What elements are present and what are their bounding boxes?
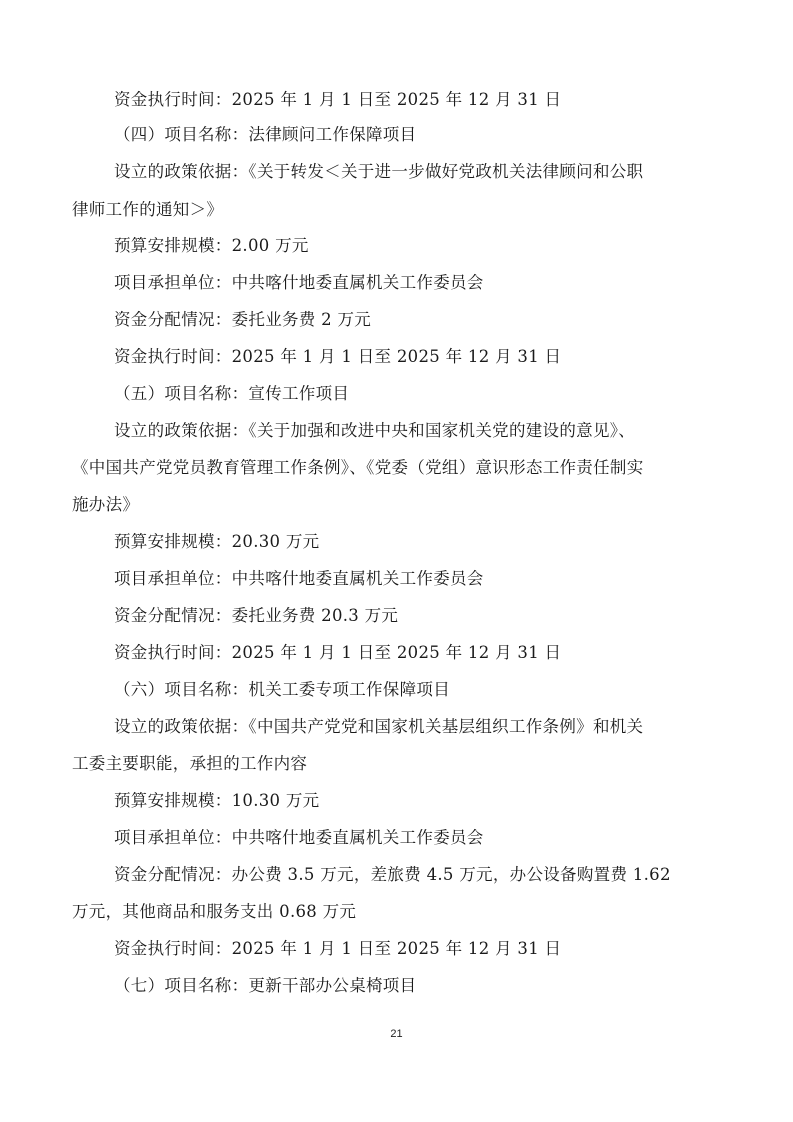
text-line: 资金执行时间：2025 年 1 月 1 日至 2025 年 12 月 31 日 [114,90,562,109]
text-line: 预算安排规模：10.30 万元 [114,791,320,810]
text-line: 设立的政策依据：《中国共产党党和国家机关基层组织工作条例》和机关 [114,717,644,736]
text-line: 工委主要职能，承担的工作内容 [72,754,308,773]
section-heading: （五）项目名称：宣传工作项目 [114,384,350,403]
text-line: 项目承担单位：中共喀什地委直属机关工作委员会 [114,828,484,847]
section-heading: （四）项目名称：法律顾问工作保障项目 [114,125,417,144]
text-line: 资金执行时间：2025 年 1 月 1 日至 2025 年 12 月 31 日 [114,347,562,366]
section-heading: （七）项目名称：更新干部办公桌椅项目 [114,976,417,995]
section-heading: （六）项目名称：机关工委专项工作保障项目 [114,680,450,699]
text-line: 《中国共产党党员教育管理工作条例》、《党委（党组）意识形态工作责任制实 [72,458,644,477]
text-line: 律师工作的通知＞》 [72,200,224,219]
text-line: 预算安排规模：2.00 万元 [114,236,309,255]
text-line: 预算安排规模：20.30 万元 [114,532,320,551]
text-line: 万元，其他商品和服务支出 0.68 万元 [72,902,357,921]
page-number: 21 [390,1028,403,1040]
text-line: 资金分配情况：办公费 3.5 万元，差旅费 4.5 万元，办公设备购置费 1.62 [114,865,671,884]
text-line: 设立的政策依据：《关于加强和改进中央和国家机关党的建设的意见》、 [114,421,636,440]
text-line: 项目承担单位：中共喀什地委直属机关工作委员会 [114,273,484,292]
text-line: 设立的政策依据：《关于转发＜关于进一步做好党政机关法律顾问和公职 [114,162,644,181]
text-line: 资金执行时间：2025 年 1 月 1 日至 2025 年 12 月 31 日 [114,643,562,662]
text-line: 资金分配情况：委托业务费 2 万元 [114,310,372,329]
text-line: 资金执行时间：2025 年 1 月 1 日至 2025 年 12 月 31 日 [114,939,562,958]
text-line: 项目承担单位：中共喀什地委直属机关工作委员会 [114,569,484,588]
text-line: 资金分配情况：委托业务费 20.3 万元 [114,606,399,625]
text-line: 施办法》 [72,495,140,514]
